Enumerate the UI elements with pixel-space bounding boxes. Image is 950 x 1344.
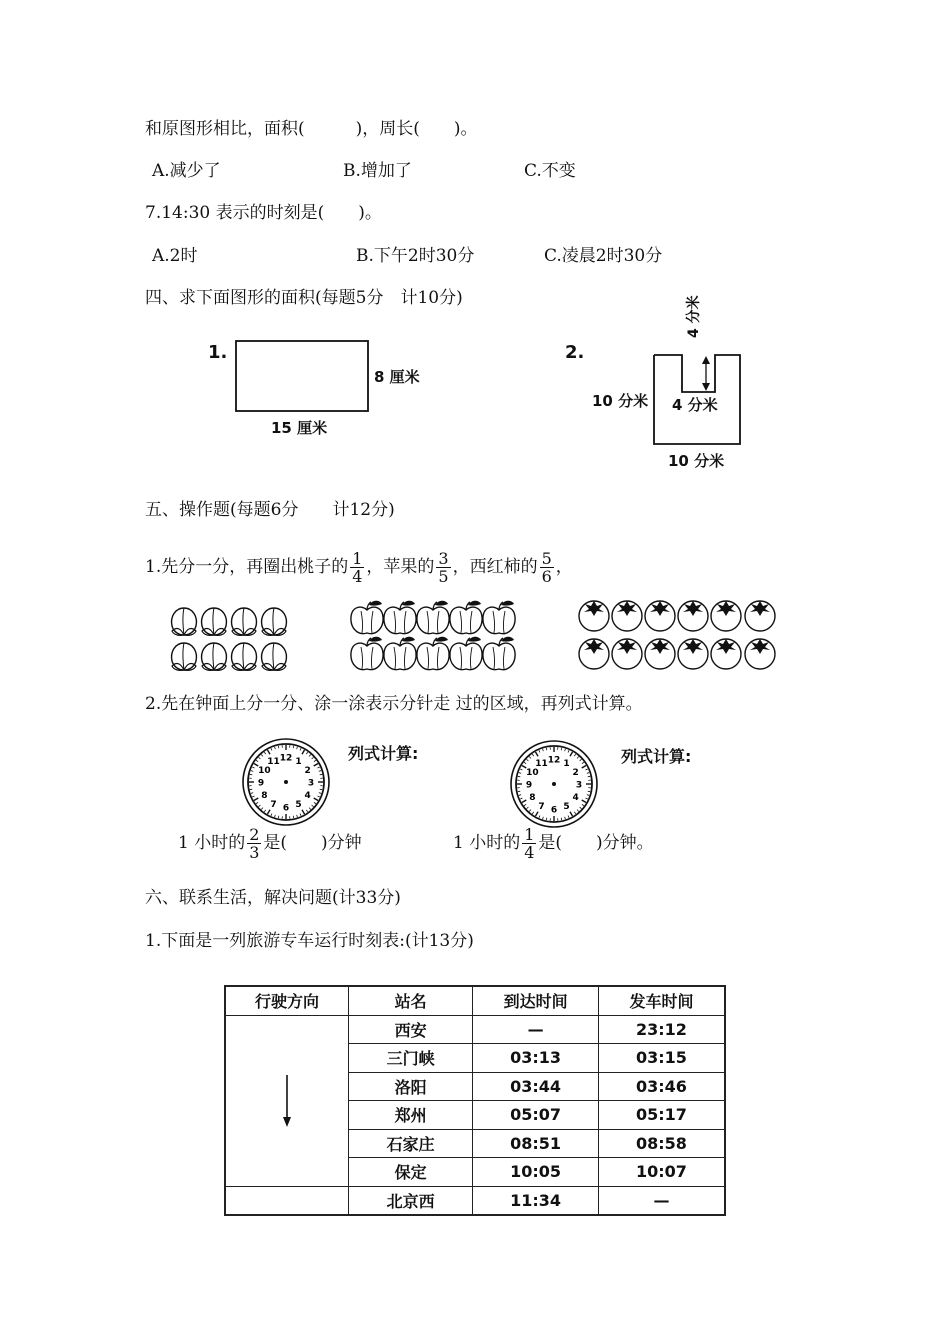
departure-time: — [598, 1186, 725, 1215]
clock-tick [520, 769, 522, 770]
clock-tick [524, 762, 526, 763]
clock-number: 12 [547, 755, 561, 766]
section-5-q2: 2.先在钟面上分一分、涂一涂表示分针走 过的区域，再列式计算。 [145, 694, 643, 714]
clock-number: 3 [575, 780, 583, 791]
fraction-denominator: 5 [438, 567, 449, 586]
station-name: 北京西 [348, 1186, 472, 1215]
q7-option-a: A.2时 [152, 246, 198, 266]
clock-number: 5 [563, 802, 570, 813]
clock-number: 10 [526, 768, 539, 778]
clock-tick [268, 750, 271, 754]
section-6-q1: 1.下面是一列旅游专车运行时刻表:(计13分) [145, 931, 474, 951]
q6-option-a: A.减少了 [152, 161, 221, 181]
clock-tick [300, 748, 301, 750]
timetable [224, 985, 726, 1216]
clock-tick [261, 755, 263, 757]
fraction-numerator: 1 [352, 549, 363, 568]
station-name: 石家庄 [348, 1129, 472, 1158]
clock-tick [588, 776, 590, 777]
departure-time: 03:46 [598, 1072, 725, 1101]
clock-tick [252, 796, 254, 797]
clock-tick [518, 791, 520, 792]
arrival-time: — [473, 1015, 599, 1044]
station-name: 西安 [348, 1015, 472, 1044]
clock-tick [268, 810, 271, 814]
header-station: 站名 [348, 986, 472, 1015]
figure-2-notch-height-label: 4 分米 [686, 295, 702, 338]
header-arrival: 到达时间 [473, 986, 599, 1015]
clock-tick [588, 791, 590, 792]
clock-number: 1 [295, 756, 302, 767]
clock-tick [539, 816, 540, 818]
clock-number: 10 [258, 766, 271, 776]
clock-tick [582, 804, 584, 805]
departure-time: 10:07 [598, 1158, 725, 1187]
clock-tick [543, 817, 544, 819]
clock-tick [306, 752, 307, 754]
clock-tick [570, 752, 573, 756]
clock-tick [536, 812, 539, 816]
arrival-time: 05:07 [473, 1101, 599, 1130]
clock-tick [251, 793, 253, 794]
table-row [225, 1015, 725, 1044]
clock-tick [251, 771, 253, 772]
clock-tick [252, 767, 254, 768]
station-name: 保定 [348, 1158, 472, 1187]
clock-tick [587, 795, 589, 796]
clock-tick [532, 812, 533, 814]
figure-1-number: 1. [208, 342, 228, 363]
clock-tick [543, 749, 544, 751]
clock-tick [259, 757, 261, 759]
table-row [225, 1186, 725, 1215]
clock-tick [586, 798, 588, 799]
arrival-time: 08:51 [473, 1129, 599, 1158]
tomato-group [579, 601, 775, 669]
clock-tick [577, 810, 579, 812]
clock-tick [546, 748, 547, 750]
arrival-time: 03:44 [473, 1072, 599, 1101]
clock-tick [320, 789, 322, 790]
clock-tick [518, 776, 520, 777]
direction-cell-empty [225, 1186, 348, 1215]
clock-tick [297, 747, 298, 749]
station-name: 郑州 [348, 1101, 472, 1130]
arrival-time: 11:34 [473, 1186, 599, 1215]
q1-mid2: ，西红柿的 [452, 557, 538, 577]
fraction-numerator: 1 [524, 825, 535, 844]
clock-tick [312, 757, 314, 759]
clock-number: 8 [529, 793, 536, 803]
clock-number: 4 [572, 793, 579, 803]
clock-number: 2 [304, 766, 311, 776]
clock-number: 12 [279, 753, 293, 764]
clock-number: 6 [550, 805, 558, 816]
clock-face-2 [510, 740, 598, 828]
clock-tick [318, 796, 320, 797]
clock-tick [318, 767, 320, 768]
clock-tick [546, 818, 547, 820]
clock-tick [309, 808, 311, 810]
clock-tick [532, 754, 533, 756]
clock-tick [565, 817, 566, 819]
clock-tick [565, 749, 566, 751]
header-direction: 行驶方向 [225, 986, 348, 1015]
station-name: 洛阳 [348, 1072, 472, 1101]
clock-tick [293, 746, 294, 748]
fraction-denominator: 6 [541, 567, 552, 586]
clock-number: 7 [270, 800, 277, 811]
clock-tick [520, 798, 522, 799]
clock-tick [256, 760, 258, 761]
arrival-time: 10:05 [473, 1158, 599, 1187]
station-name: 三门峡 [348, 1044, 472, 1073]
clock-tick [278, 746, 279, 748]
clock-tick [264, 810, 265, 812]
clock-tick [259, 805, 261, 807]
clock-tick [522, 800, 526, 803]
section-6-title: 六、联系生活，解决问题(计33分) [145, 888, 401, 908]
clock-tick [320, 774, 322, 775]
clock-2-caption [453, 826, 654, 861]
fraction-denominator: 3 [249, 843, 260, 862]
clock-tick [302, 750, 305, 754]
clock-tick [306, 810, 307, 812]
clock-tick [314, 798, 318, 801]
clock-tick [278, 816, 279, 818]
clock-tick [580, 759, 582, 761]
clock-tick [300, 814, 301, 816]
clock-tick [574, 754, 575, 756]
q7-option-b: B.下午2时30分 [356, 246, 475, 266]
figure-2-bottom-label: 10 分米 [668, 452, 725, 470]
clock-tick [254, 798, 258, 801]
clock-number: 6 [282, 803, 290, 814]
departure-time: 08:58 [598, 1129, 725, 1158]
clock-tick [582, 762, 584, 763]
clock-tick [561, 818, 562, 820]
clock-tick [580, 807, 582, 809]
figure-2-notch-width-label: 4 分米 [672, 396, 718, 414]
fraction-numerator: 2 [249, 825, 260, 844]
clock-tick [250, 774, 252, 775]
section-5-title: 五、操作题(每题6分 计12分) [145, 500, 395, 520]
clock-number: 2 [572, 768, 579, 778]
clock-number: 11 [535, 758, 548, 769]
apple-group [351, 601, 515, 670]
clock-tick [297, 815, 298, 817]
section-4-title: 四、求下面图形的面积(每题5分 计10分) [145, 288, 463, 308]
fraction-two-thirds [247, 826, 261, 861]
fraction-numerator: 5 [541, 549, 552, 568]
clock-number: 8 [261, 791, 268, 801]
clock-tick [519, 795, 521, 796]
clock-tick [527, 807, 529, 809]
clock-tick [529, 810, 531, 812]
header-departure: 发车时间 [598, 986, 725, 1015]
clock-tick [264, 752, 265, 754]
clock-face-1 [242, 738, 330, 826]
clock-tick [312, 805, 314, 807]
clock-center-dot [552, 782, 556, 786]
clock-tick [519, 773, 521, 774]
departure-time: 03:15 [598, 1044, 725, 1073]
clock-tick [568, 816, 569, 818]
q6-option-b: B.增加了 [343, 161, 412, 181]
clock-tick [529, 757, 531, 759]
timetable-header-row [225, 986, 725, 1015]
down-arrow-icon [277, 1071, 297, 1131]
fraction-numerator: 3 [438, 549, 449, 568]
clock-1-caption [178, 826, 362, 861]
departure-time: 05:17 [598, 1101, 725, 1130]
clock-tick [582, 766, 586, 769]
clock-tick [309, 755, 311, 757]
q1-suffix: ， [555, 557, 573, 577]
clock-tick [314, 802, 316, 803]
departure-time: 23:12 [598, 1015, 725, 1044]
fraction-denominator: 4 [524, 843, 535, 862]
caption-suffix: 是( )分钟 [263, 833, 362, 853]
clock-tick [314, 764, 318, 767]
clock-tick [536, 752, 539, 756]
clock-tick [570, 812, 573, 816]
figure-2-number: 2. [565, 342, 585, 363]
clock-number: 7 [538, 802, 545, 813]
clock-tick [561, 748, 562, 750]
clock-tick [319, 793, 321, 794]
figure-1-height-label: 8 厘米 [374, 368, 420, 386]
calc-label-2: 列式计算: [621, 747, 692, 766]
clock-number: 11 [267, 756, 280, 767]
clock-tick [568, 750, 569, 752]
clock-tick [302, 810, 305, 814]
fraction-denominator: 4 [352, 567, 363, 586]
clock-number: 9 [525, 780, 533, 791]
peach-group [172, 608, 287, 670]
caption-prefix: 1 小时的 [178, 833, 246, 853]
q1-mid1: ，苹果的 [366, 557, 435, 577]
clock-number: 4 [304, 791, 311, 801]
q6-text: 和原图形相比，面积( )，周长( )。 [145, 119, 478, 139]
clock-tick [314, 760, 316, 761]
q7-option-c: C.凌晨2时30分 [544, 246, 663, 266]
direction-cell [225, 1015, 348, 1186]
fraction-one-quarter [522, 826, 536, 861]
caption-suffix: 是( )分钟。 [538, 833, 654, 853]
clock-tick [587, 773, 589, 774]
clock-tick [527, 759, 529, 761]
clock-tick [275, 747, 276, 749]
clock-tick [250, 789, 252, 790]
clock-tick [582, 800, 586, 803]
arrival-time: 03:13 [473, 1044, 599, 1073]
clock-tick [256, 802, 258, 803]
clock-tick [271, 748, 272, 750]
q6-option-c: C.不变 [524, 161, 576, 181]
figure-1-width-label: 15 厘米 [271, 419, 328, 437]
clock-number: 3 [307, 778, 315, 789]
caption-prefix: 1 小时的 [453, 833, 521, 853]
clock-tick [539, 750, 540, 752]
clock-tick [293, 816, 294, 818]
clock-tick [577, 757, 579, 759]
clock-tick [261, 808, 263, 810]
clock-tick [586, 769, 588, 770]
clock-tick [319, 771, 321, 772]
clock-tick [271, 814, 272, 816]
clock-number: 9 [257, 778, 265, 789]
clock-center-dot [284, 780, 288, 784]
clock-number: 5 [295, 800, 302, 811]
calc-label-1: 列式计算: [348, 744, 419, 763]
figure-2-side-label: 10 分米 [592, 392, 649, 410]
clock-tick [524, 804, 526, 805]
q7-text: 7.14:30 表示的时刻是( )。 [145, 203, 382, 223]
clock-tick [574, 812, 575, 814]
q1-prefix: 1.先分一分，再圈出桃子的 [145, 557, 349, 577]
clock-tick [275, 815, 276, 817]
clock-number: 1 [563, 758, 570, 769]
